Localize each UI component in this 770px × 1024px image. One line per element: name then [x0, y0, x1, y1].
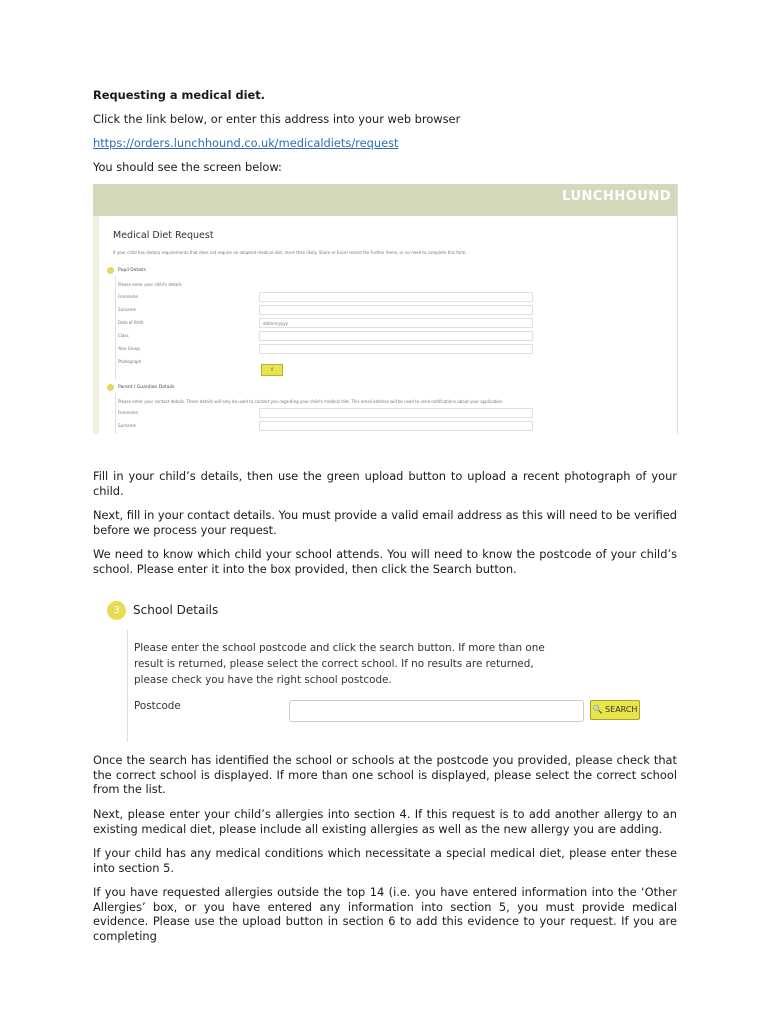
parent-surname-input[interactable]: [259, 421, 533, 431]
section-1-hint: Please enter your child's details: [118, 282, 182, 287]
section-2-icon: [107, 384, 114, 391]
paragraph-4: Once the search has identified the school or schools at the postcode you provided, please check that the correct school is displayed. If more than one school is displayed, please select the correct school from the list.: [93, 753, 677, 796]
school-details-instructions: Please enter the school postcode and click the search button. If more than one result is returned, please select the correct school. If no results are returned, please check you have the right school postcode.: [134, 642, 545, 686]
field-label-parent-surname: Surname: [118, 423, 136, 428]
year-input[interactable]: [259, 344, 533, 354]
field-label-parent-forename: Forename: [118, 410, 138, 415]
document-heading: Requesting a medical diet.: [93, 88, 266, 102]
field-label-photo: Photograph: [118, 359, 142, 364]
section-divider: [127, 630, 128, 742]
dob-input[interactable]: [259, 318, 533, 328]
see-screen-text: You should see the screen below:: [93, 160, 282, 174]
field-label-year: Year Group: [118, 346, 140, 351]
request-link[interactable]: https://orders.lunchhound.co.uk/medicaldiets/request: [93, 136, 399, 150]
surname-input[interactable]: [259, 305, 533, 315]
field-label-class: Class: [118, 333, 129, 338]
photo-upload-button[interactable]: [261, 364, 283, 376]
paragraph-5: Next, please enter your child’s allergies into section 4. If this request is to add another allergy to an existing medical diet, please include all existing allergies as well as the new allergy you are adding.: [93, 807, 677, 836]
intro-text: Click the link below, or enter this address into your web browser: [93, 112, 461, 126]
paragraph-3: We need to know which child your school attends. You will need to know the postcode of your child’s school. Please enter it into the box provided, then click the Search button.: [93, 547, 677, 576]
upload-icon: ⇧: [270, 367, 275, 373]
postcode-input[interactable]: [289, 700, 584, 722]
side-strip: [93, 216, 99, 434]
paragraph-2: Next, fill in your contact details. You must provide a valid email address as this will need to be verified before we process your request.: [93, 508, 677, 537]
field-label-dob: Date of Birth: [118, 320, 144, 325]
section-1-line: [115, 276, 116, 380]
parent-forename-input[interactable]: [259, 408, 533, 418]
paragraph-7: If you have requested allergies outside the top 14 (i.e. you have entered information into the ‘Other Allergies’ box, or you have entered any information into section 5, you must provide medical evidence. Please use the upload button in section 6 to add this evidence to your request. If you are completing: [93, 885, 677, 943]
section-1-title: Pupil Details: [118, 268, 146, 273]
header-bar: [93, 184, 677, 216]
forename-input[interactable]: [259, 292, 533, 302]
field-label-forename: Forename: [118, 294, 138, 299]
class-input[interactable]: [259, 331, 533, 341]
section-1-icon: [107, 267, 114, 274]
section-number-badge: 3: [107, 601, 126, 620]
paragraph-6: If your child has any medical conditions which necessitate a special medical diet, please enter these into section 5.: [93, 846, 677, 875]
search-button[interactable]: 🔍 SEARCH: [590, 700, 640, 720]
form-title: Medical Diet Request: [113, 230, 214, 241]
paragraph-1: Fill in your child’s details, then use the green upload button to upload a recent photograph of your child.: [93, 469, 677, 498]
dob-placeholder: dd/mm/yyyy: [263, 321, 289, 326]
form-screenshot: [93, 184, 678, 434]
section-2-hint: Please enter your contact details. These details will only be used to contact you regarding your child's medical diet. This email address will be used to send notifications about your application.: [118, 399, 504, 404]
section-2-line: [115, 393, 116, 434]
field-label-surname: Surname: [118, 307, 136, 312]
school-details-title: School Details: [133, 603, 219, 617]
lunchhound-logo: LUNCHHOUND: [562, 189, 671, 204]
section-2-title: Parent / Guardian Details: [118, 385, 175, 390]
form-intro: If your child has dietary requirements that does not require an adapted medical diet, more than likely. Share or Excel record the further items, or no need to complete this form.: [113, 250, 467, 255]
school-details-screenshot: [98, 592, 658, 742]
postcode-label: Postcode: [134, 700, 181, 712]
